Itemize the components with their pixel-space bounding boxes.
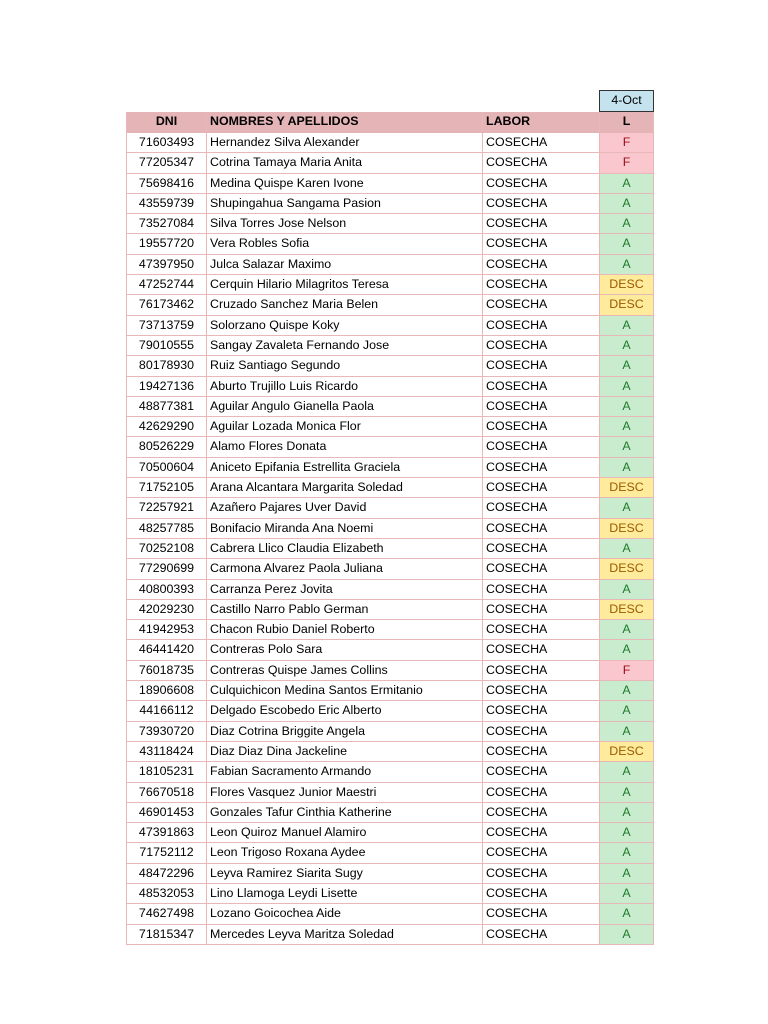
- status-cell[interactable]: DESC: [600, 599, 654, 619]
- status-cell[interactable]: A: [600, 843, 654, 863]
- name-cell[interactable]: Alamo Flores Donata: [207, 437, 483, 457]
- dni-cell[interactable]: 18105231: [127, 762, 207, 782]
- name-cell[interactable]: Diaz Diaz Dina Jackeline: [207, 741, 483, 761]
- dni-cell[interactable]: 71815347: [127, 924, 207, 944]
- status-cell[interactable]: A: [600, 356, 654, 376]
- dni-cell[interactable]: 43559739: [127, 193, 207, 213]
- name-cell[interactable]: Lino Llamoga Leydi Lisette: [207, 883, 483, 903]
- name-cell[interactable]: Mercedes Leyva Maritza Soledad: [207, 924, 483, 944]
- dni-cell[interactable]: 48877381: [127, 396, 207, 416]
- status-cell[interactable]: DESC: [600, 478, 654, 498]
- dni-cell[interactable]: 76670518: [127, 782, 207, 802]
- name-cell[interactable]: Aguilar Angulo Gianella Paola: [207, 396, 483, 416]
- dni-cell[interactable]: 47252744: [127, 275, 207, 295]
- status-cell[interactable]: A: [600, 863, 654, 883]
- name-cell[interactable]: Aniceto Epifania Estrellita Graciela: [207, 457, 483, 477]
- date-header-row: [127, 91, 654, 112]
- dni-cell[interactable]: 47397950: [127, 254, 207, 274]
- labor-cell[interactable]: COSECHA: [483, 538, 600, 558]
- status-cell[interactable]: A: [600, 701, 654, 721]
- table-row: [127, 417, 654, 437]
- status-cell[interactable]: A: [600, 762, 654, 782]
- name-cell[interactable]: Hernandez Silva Alexander: [207, 133, 483, 153]
- labor-cell[interactable]: COSECHA: [483, 579, 600, 599]
- dni-cell[interactable]: 73713759: [127, 315, 207, 335]
- status-cell[interactable]: F: [600, 153, 654, 173]
- name-cell[interactable]: Bonifacio Miranda Ana Noemi: [207, 518, 483, 538]
- status-cell[interactable]: A: [600, 924, 654, 944]
- status-cell[interactable]: DESC: [600, 559, 654, 579]
- name-cell[interactable]: Ruiz Santiago Segundo: [207, 356, 483, 376]
- status-cell[interactable]: A: [600, 396, 654, 416]
- table-row: [127, 254, 654, 274]
- labor-cell[interactable]: COSECHA: [483, 721, 600, 741]
- name-cell[interactable]: Cabrera Llico Claudia Elizabeth: [207, 538, 483, 558]
- column-header-row: [127, 112, 654, 133]
- name-cell[interactable]: Azañero Pajares Uver David: [207, 498, 483, 518]
- labor-cell[interactable]: COSECHA: [483, 234, 600, 254]
- status-cell[interactable]: A: [600, 254, 654, 274]
- name-cell[interactable]: Leon Quiroz Manuel Alamiro: [207, 823, 483, 843]
- name-cell[interactable]: Vera Robles Sofia: [207, 234, 483, 254]
- dni-cell[interactable]: 19557720: [127, 234, 207, 254]
- labor-cell[interactable]: COSECHA: [483, 762, 600, 782]
- table-row: [127, 559, 654, 579]
- labor-cell[interactable]: COSECHA: [483, 396, 600, 416]
- header-labor[interactable]: LABOR: [483, 112, 600, 133]
- labor-cell[interactable]: COSECHA: [483, 153, 600, 173]
- labor-cell[interactable]: COSECHA: [483, 173, 600, 193]
- table-row: [127, 681, 654, 701]
- dni-cell[interactable]: 76018735: [127, 660, 207, 680]
- dni-cell[interactable]: 48257785: [127, 518, 207, 538]
- dni-cell[interactable]: 80178930: [127, 356, 207, 376]
- status-cell[interactable]: A: [600, 538, 654, 558]
- status-cell[interactable]: A: [600, 883, 654, 903]
- attendance-sheet: [126, 90, 654, 945]
- name-cell[interactable]: Contreras Quispe James Collins: [207, 660, 483, 680]
- table-row: [127, 153, 654, 173]
- status-cell[interactable]: A: [600, 681, 654, 701]
- status-cell[interactable]: A: [600, 620, 654, 640]
- name-cell[interactable]: Delgado Escobedo Eric Alberto: [207, 701, 483, 721]
- labor-cell[interactable]: COSECHA: [483, 802, 600, 822]
- status-cell[interactable]: A: [600, 315, 654, 335]
- name-cell[interactable]: Cotrina Tamaya Maria Anita: [207, 153, 483, 173]
- name-cell[interactable]: Aburto Trujillo Luis Ricardo: [207, 376, 483, 396]
- table-row: [127, 457, 654, 477]
- dni-cell[interactable]: 46441420: [127, 640, 207, 660]
- table-row: [127, 863, 654, 883]
- labor-cell[interactable]: COSECHA: [483, 863, 600, 883]
- dni-cell[interactable]: 42629290: [127, 417, 207, 437]
- labor-cell[interactable]: COSECHA: [483, 518, 600, 538]
- table-row: [127, 741, 654, 761]
- status-cell[interactable]: A: [600, 498, 654, 518]
- name-cell[interactable]: Chacon Rubio Daniel Roberto: [207, 620, 483, 640]
- dni-cell[interactable]: 74627498: [127, 904, 207, 924]
- name-cell[interactable]: Gonzales Tafur Cinthia Katherine: [207, 802, 483, 822]
- table-row: [127, 376, 654, 396]
- status-cell[interactable]: A: [600, 782, 654, 802]
- dni-cell[interactable]: 79010555: [127, 335, 207, 355]
- dni-cell[interactable]: 46901453: [127, 802, 207, 822]
- table-row: [127, 335, 654, 355]
- table-row: [127, 640, 654, 660]
- name-cell[interactable]: Carmona Alvarez Paola Juliana: [207, 559, 483, 579]
- name-cell[interactable]: Fabian Sacramento Armando: [207, 762, 483, 782]
- status-cell[interactable]: A: [600, 193, 654, 213]
- status-cell[interactable]: F: [600, 133, 654, 153]
- status-cell[interactable]: F: [600, 660, 654, 680]
- table-row: [127, 579, 654, 599]
- status-cell[interactable]: A: [600, 457, 654, 477]
- name-cell[interactable]: Culquichicon Medina Santos Ermitanio: [207, 681, 483, 701]
- table-row: [127, 538, 654, 558]
- status-cell[interactable]: A: [600, 335, 654, 355]
- labor-cell[interactable]: COSECHA: [483, 498, 600, 518]
- table-row: [127, 275, 654, 295]
- dni-cell[interactable]: 41942953: [127, 620, 207, 640]
- dni-cell[interactable]: 47391863: [127, 823, 207, 843]
- name-cell[interactable]: Aguilar Lozada Monica Flor: [207, 417, 483, 437]
- dni-cell[interactable]: 72257921: [127, 498, 207, 518]
- dni-cell[interactable]: 73527084: [127, 214, 207, 234]
- name-cell[interactable]: Cerquin Hilario Milagritos Teresa: [207, 275, 483, 295]
- labor-cell[interactable]: COSECHA: [483, 681, 600, 701]
- labor-cell[interactable]: COSECHA: [483, 417, 600, 437]
- status-cell[interactable]: DESC: [600, 518, 654, 538]
- status-cell[interactable]: A: [600, 417, 654, 437]
- labor-cell[interactable]: COSECHA: [483, 478, 600, 498]
- labor-cell[interactable]: COSECHA: [483, 660, 600, 680]
- labor-cell[interactable]: COSECHA: [483, 193, 600, 213]
- dni-cell[interactable]: 42029230: [127, 599, 207, 619]
- labor-cell[interactable]: COSECHA: [483, 356, 600, 376]
- name-cell[interactable]: Leyva Ramirez Siarita Sugy: [207, 863, 483, 883]
- name-cell[interactable]: Carranza Perez Jovita: [207, 579, 483, 599]
- table-row: [127, 396, 654, 416]
- table-row: [127, 133, 654, 153]
- status-cell[interactable]: DESC: [600, 295, 654, 315]
- dni-cell[interactable]: 76173462: [127, 295, 207, 315]
- status-cell[interactable]: A: [600, 376, 654, 396]
- dni-cell[interactable]: 71752105: [127, 478, 207, 498]
- dni-cell[interactable]: 71752112: [127, 843, 207, 863]
- name-cell[interactable]: Sangay Zavaleta Fernando Jose: [207, 335, 483, 355]
- table-row: [127, 173, 654, 193]
- dni-cell[interactable]: 77205347: [127, 153, 207, 173]
- labor-cell[interactable]: COSECHA: [483, 823, 600, 843]
- table-row: [127, 762, 654, 782]
- labor-cell[interactable]: COSECHA: [483, 640, 600, 660]
- labor-cell[interactable]: COSECHA: [483, 883, 600, 903]
- labor-cell[interactable]: COSECHA: [483, 620, 600, 640]
- status-cell[interactable]: A: [600, 173, 654, 193]
- table-row: [127, 721, 654, 741]
- dni-cell[interactable]: 75698416: [127, 173, 207, 193]
- status-cell[interactable]: A: [600, 823, 654, 843]
- table-row: [127, 701, 654, 721]
- status-cell[interactable]: A: [600, 904, 654, 924]
- labor-cell[interactable]: COSECHA: [483, 214, 600, 234]
- labor-cell[interactable]: COSECHA: [483, 315, 600, 335]
- labor-cell[interactable]: COSECHA: [483, 904, 600, 924]
- name-cell[interactable]: Castillo Narro Pablo German: [207, 599, 483, 619]
- table-row: [127, 295, 654, 315]
- labor-cell[interactable]: COSECHA: [483, 376, 600, 396]
- name-cell[interactable]: Arana Alcantara Margarita Soledad: [207, 478, 483, 498]
- dni-cell[interactable]: 18906608: [127, 681, 207, 701]
- labor-cell[interactable]: COSECHA: [483, 335, 600, 355]
- table-row: [127, 599, 654, 619]
- table-row: [127, 356, 654, 376]
- dni-cell[interactable]: 73930720: [127, 721, 207, 741]
- status-cell[interactable]: A: [600, 437, 654, 457]
- name-cell[interactable]: Flores Vasquez Junior Maestri: [207, 782, 483, 802]
- dni-cell[interactable]: 44166112: [127, 701, 207, 721]
- table-row: [127, 904, 654, 924]
- labor-cell[interactable]: COSECHA: [483, 457, 600, 477]
- labor-cell[interactable]: COSECHA: [483, 782, 600, 802]
- labor-cell[interactable]: COSECHA: [483, 437, 600, 457]
- name-cell[interactable]: Julca Salazar Maximo: [207, 254, 483, 274]
- dni-cell[interactable]: 48472296: [127, 863, 207, 883]
- name-cell[interactable]: Contreras Polo Sara: [207, 640, 483, 660]
- header-dni[interactable]: DNI: [127, 112, 207, 133]
- dni-cell[interactable]: 80526229: [127, 437, 207, 457]
- dni-cell[interactable]: 70500604: [127, 457, 207, 477]
- table-body: [127, 133, 654, 945]
- table-row: [127, 315, 654, 335]
- dni-cell[interactable]: 43118424: [127, 741, 207, 761]
- dni-cell[interactable]: 40800393: [127, 579, 207, 599]
- labor-cell[interactable]: COSECHA: [483, 559, 600, 579]
- attendance-table: [126, 90, 654, 945]
- dni-cell[interactable]: 19427136: [127, 376, 207, 396]
- labor-cell[interactable]: COSECHA: [483, 295, 600, 315]
- name-cell[interactable]: Leon Trigoso Roxana Aydee: [207, 843, 483, 863]
- name-cell[interactable]: Shupingahua Sangama Pasion: [207, 193, 483, 213]
- labor-cell[interactable]: COSECHA: [483, 924, 600, 944]
- name-cell[interactable]: Cruzado Sanchez Maria Belen: [207, 295, 483, 315]
- status-cell[interactable]: A: [600, 214, 654, 234]
- status-cell[interactable]: A: [600, 721, 654, 741]
- table-row: [127, 883, 654, 903]
- table-row: [127, 193, 654, 213]
- dni-cell[interactable]: 77290699: [127, 559, 207, 579]
- status-cell[interactable]: A: [600, 802, 654, 822]
- name-cell[interactable]: Silva Torres Jose Nelson: [207, 214, 483, 234]
- table-row: [127, 478, 654, 498]
- status-cell[interactable]: A: [600, 234, 654, 254]
- table-row: [127, 823, 654, 843]
- name-cell[interactable]: Solorzano Quispe Koky: [207, 315, 483, 335]
- table-row: [127, 843, 654, 863]
- name-cell[interactable]: Lozano Goicochea Aide: [207, 904, 483, 924]
- table-row: [127, 782, 654, 802]
- labor-cell[interactable]: COSECHA: [483, 701, 600, 721]
- status-cell[interactable]: A: [600, 640, 654, 660]
- labor-cell[interactable]: COSECHA: [483, 133, 600, 153]
- status-cell[interactable]: A: [600, 579, 654, 599]
- table-row: [127, 802, 654, 822]
- status-cell[interactable]: DESC: [600, 741, 654, 761]
- date-header-cell[interactable]: 4-Oct: [600, 91, 654, 112]
- labor-cell[interactable]: COSECHA: [483, 843, 600, 863]
- table-row: [127, 437, 654, 457]
- labor-cell[interactable]: COSECHA: [483, 254, 600, 274]
- name-cell[interactable]: Medina Quispe Karen Ivone: [207, 173, 483, 193]
- dni-cell[interactable]: 48532053: [127, 883, 207, 903]
- labor-cell[interactable]: COSECHA: [483, 275, 600, 295]
- table-row: [127, 214, 654, 234]
- table-row: [127, 498, 654, 518]
- table-row: [127, 660, 654, 680]
- table-row: [127, 518, 654, 538]
- header-status[interactable]: L: [600, 112, 654, 133]
- status-cell[interactable]: DESC: [600, 275, 654, 295]
- labor-cell[interactable]: COSECHA: [483, 599, 600, 619]
- table-row: [127, 924, 654, 944]
- dni-cell[interactable]: 70252108: [127, 538, 207, 558]
- name-cell[interactable]: Diaz Cotrina Briggite Angela: [207, 721, 483, 741]
- labor-cell[interactable]: COSECHA: [483, 741, 600, 761]
- dni-cell[interactable]: 71603493: [127, 133, 207, 153]
- header-name[interactable]: NOMBRES Y APELLIDOS: [207, 112, 483, 133]
- table-row: [127, 620, 654, 640]
- table-row: [127, 234, 654, 254]
